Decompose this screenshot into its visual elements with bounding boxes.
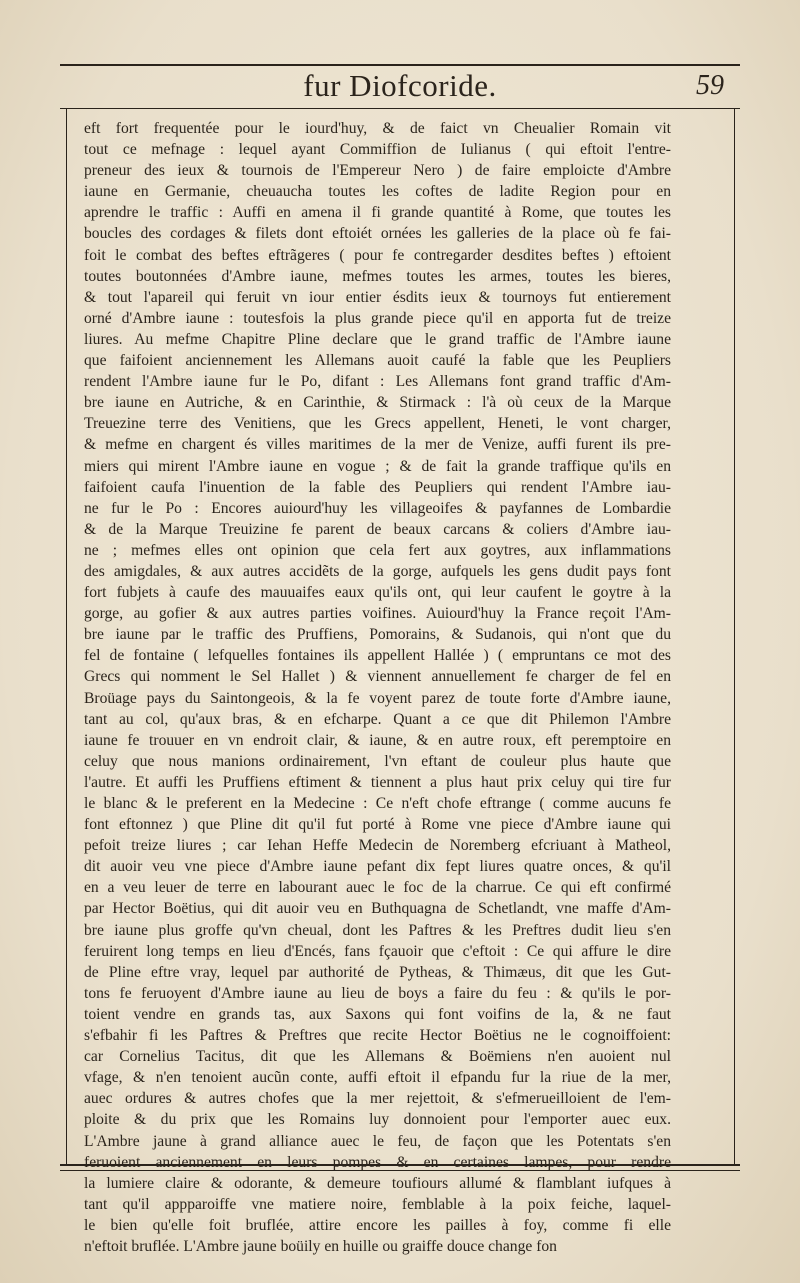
text-line: l'autre. Et auffi les Pruffiens eftiment & tiennent a plus haut prix celuy qui tire fur: [84, 773, 671, 791]
header-bottom-rule: [60, 108, 740, 109]
text-line: tant au col, qu'aux bras, & en efcharpe. Quant a ce que dit Philemon l'Ambre: [84, 710, 671, 728]
text-line: des amigdales, & aux autres accidẽts de la gorge, aufquels les gens dudit pays font: [84, 562, 671, 580]
text-line: & de la Marque Treuizine fe parent de beaux carcans & coliers d'Ambre iau-: [84, 520, 671, 538]
left-margin-rule: [66, 108, 67, 1164]
text-line: par Hector Boëtius, qui dit auoir veu en Buthquagna de Schetlandt, vne maffe d'Am-: [84, 900, 671, 918]
text-line: ploite & du prix que les Romains luy donnoient pour l'emporter auec eux.: [84, 1111, 671, 1129]
text-line: gorge, au gofier & aux autres parties voifines. Auiourd'huy la France reçoit l'Am-: [84, 605, 671, 623]
text-line: n'eftoit bruflée. L'Ambre jaune boüily en huille ou graiffe douce change fon: [84, 1237, 557, 1255]
text-line: L'Ambre jaune à grand alliance auec le feu, de façon que les Potentats s'en: [84, 1132, 671, 1150]
body-text: [84, 118, 671, 1257]
text-line: fort fubjets à caufe des mauuaifes eaux qu'ils ont, qui leur caufent le goytre à la: [84, 584, 671, 602]
text-line: tons fe feruoyent d'Ambre iaune au lieu de boys a faire du feu : & qu'ils le por-: [84, 984, 671, 1002]
text-line: tant qu'il appparoiffe vne matiere noire, femblable à la poix feiche, laquel-: [84, 1195, 671, 1213]
text-line: iaune fe trouuer en vn endroit clair, & iaune, & en autre roux, eft peremptoire en: [84, 731, 671, 749]
text-line: eft fort frequentée pour le iourd'huy, & de faict vn Cheualier Romain vit: [84, 120, 671, 137]
text-line: celuy que nous manions ordinairement, l'vn eftant de couleur plus haute que: [84, 752, 671, 770]
text-line: feruoient anciennement en leurs pompes & en certaines lampes, pour rendre: [84, 1153, 671, 1171]
text-line: vfage, & n'en tenoient aucũn conte, auffi eftoit il efpandu fur la riue de la mer,: [84, 1069, 671, 1087]
running-head: fur Diofcoride.: [303, 68, 497, 103]
text-line: tout ce mefnage : lequel ayant Commiffion de Iulianus ( qui eftoit l'entre-: [84, 141, 671, 159]
text-line: rendent l'Ambre iaune fur le Po, difant : Les Allemans font grand traffic d'Am-: [84, 373, 671, 391]
text-line: la lumiere claire & odorante, & demeure toufiours allumé & flamblant iufques à: [84, 1174, 671, 1192]
text-line: bre iaune par le traffic des Pruffiens, Pomorains, & Sudanois, qui n'ont que du: [84, 626, 671, 644]
text-line: de Pline eftre vray, lequel par authorité de Pytheas, & Thimæus, dit que les Gut-: [84, 963, 671, 981]
text-line: en a veu leuer de terre en labourant auec le foc de la charrue. Ce qui eft confirmé: [84, 879, 671, 897]
text-line: aprendre le traffic : Auffi en amena il fi grande quantité à Rome, que toutes les: [84, 204, 671, 222]
text-line: miers qui mirent l'Ambre iaune en vogue ; & de fait la grande traffique qu'ils en: [84, 457, 671, 475]
text-line: bre iaune plus groffe qu'vn cheual, dont les Paftres & les Preftres dudit lieu s'en: [84, 921, 671, 939]
text-line: que faifoient anciennement les Allemans auoit caufé la fable que les Peupliers: [84, 352, 671, 370]
text-line: Treuezine terre des Venitiens, que les Grecs appellent, Heneti, le vont charger,: [84, 415, 671, 433]
text-line: pefoit treize liures ; car Iehan Heffe Medecin de Noremberg efcriuant à Matheol,: [84, 837, 671, 855]
text-line: Grecs qui nomment le Sel Hallet ) & viennent annuellement fe charger de fel en: [84, 668, 671, 686]
text-line: ne ; mefmes elles ont opinion que cela fert aux goytres, aux inflammations: [84, 541, 671, 559]
text-line: le blanc & le preferent en la Medecine : Ce n'eft chofe eftrange ( comme aucuns fe: [84, 795, 671, 812]
text-line: dit auoir veu vne piece d'Ambre iaune pefant dix fept liures quatre onces, & qu'il: [84, 858, 671, 876]
text-line: auec ordures & autres chofes que la mer rejettoit, & s'efmerueilloient de l'em-: [84, 1090, 671, 1108]
text-line: & mefme en chargent és villes maritimes de la mer de Venize, auffi furent ils pre-: [84, 436, 671, 454]
text-line: liures. Au mefme Chapitre Pline declare que le grand traffic de l'Ambre iaune: [84, 330, 671, 348]
text-line: iaune en Germanie, cheuaucha toutes les coftes de ladite Region pour en: [84, 183, 671, 201]
text-line: ne fur le Po : Encores auiourd'huy les villageoifes & payfannes de Lombardie: [84, 499, 671, 517]
text-line: preneur des ieux & tournois de l'Empereur Nero ) de faire emploicte d'Ambre: [84, 162, 671, 180]
text-line: & tout l'apareil qui feruit vn iour entier ésdits ieux & tournoys fut entierement: [84, 288, 671, 306]
text-line: foit le combat des beftes eftrãgeres ( pour fe contregarder desdites beftes ) eftoient: [84, 246, 671, 264]
text-line: Broüage pays du Saintongeois, & la fe voyent parez de toute forte d'Ambre iaune,: [84, 689, 671, 707]
text-line: font eftonnez ) que Pline dit qu'il fut porté à Rome vne piece d'Ambre iaune qui: [84, 816, 671, 834]
page-number: 59: [696, 70, 724, 101]
text-line: fel de fontaine ( lefquelles fontaines ils appellent Hallée ) ( empruntans ce mot des: [84, 647, 671, 665]
text-line: boucles des cordages & filets dont eftoiét ornées les galleries de la place où fe fai-: [84, 225, 671, 243]
text-line: toutes boutonnées d'Ambre iaune, mefmes toutes les armes, toutes les bieres,: [84, 267, 671, 285]
text-line: car Cornelius Tacitus, dit que les Allemans & Boëmiens n'en auoient nul: [84, 1048, 671, 1066]
text-line: faifoient caufa l'inuention de la fable des Peupliers qui rendent l'Ambre iau-: [84, 478, 671, 496]
text-line: orné d'Ambre iaune : toutesfois la plus grande piece qu'il en apporta fut de treize: [84, 309, 671, 327]
text-line: le bien qu'elle foit bruflée, attire encore les pailles à foy, comme fi elle: [84, 1216, 671, 1234]
text-line: bre iaune en Autriche, & en Carinthie, & Stirmack : l'à où ceux de la Marque: [84, 394, 671, 412]
text-line: feruirent long temps en lieu d'Encés, fans fçauoir que c'eftoit : Ce qui affure le dire: [84, 942, 671, 960]
text-line: s'efbahir fi les Paftres & Preftres que recite Hector Boëtius ne le cognoiffoient:: [84, 1027, 671, 1045]
text-line: toient vendre en grands tas, aux Saxons qui font voifins de la, & ne faut: [84, 1005, 671, 1023]
right-margin-rule: [734, 108, 735, 1164]
